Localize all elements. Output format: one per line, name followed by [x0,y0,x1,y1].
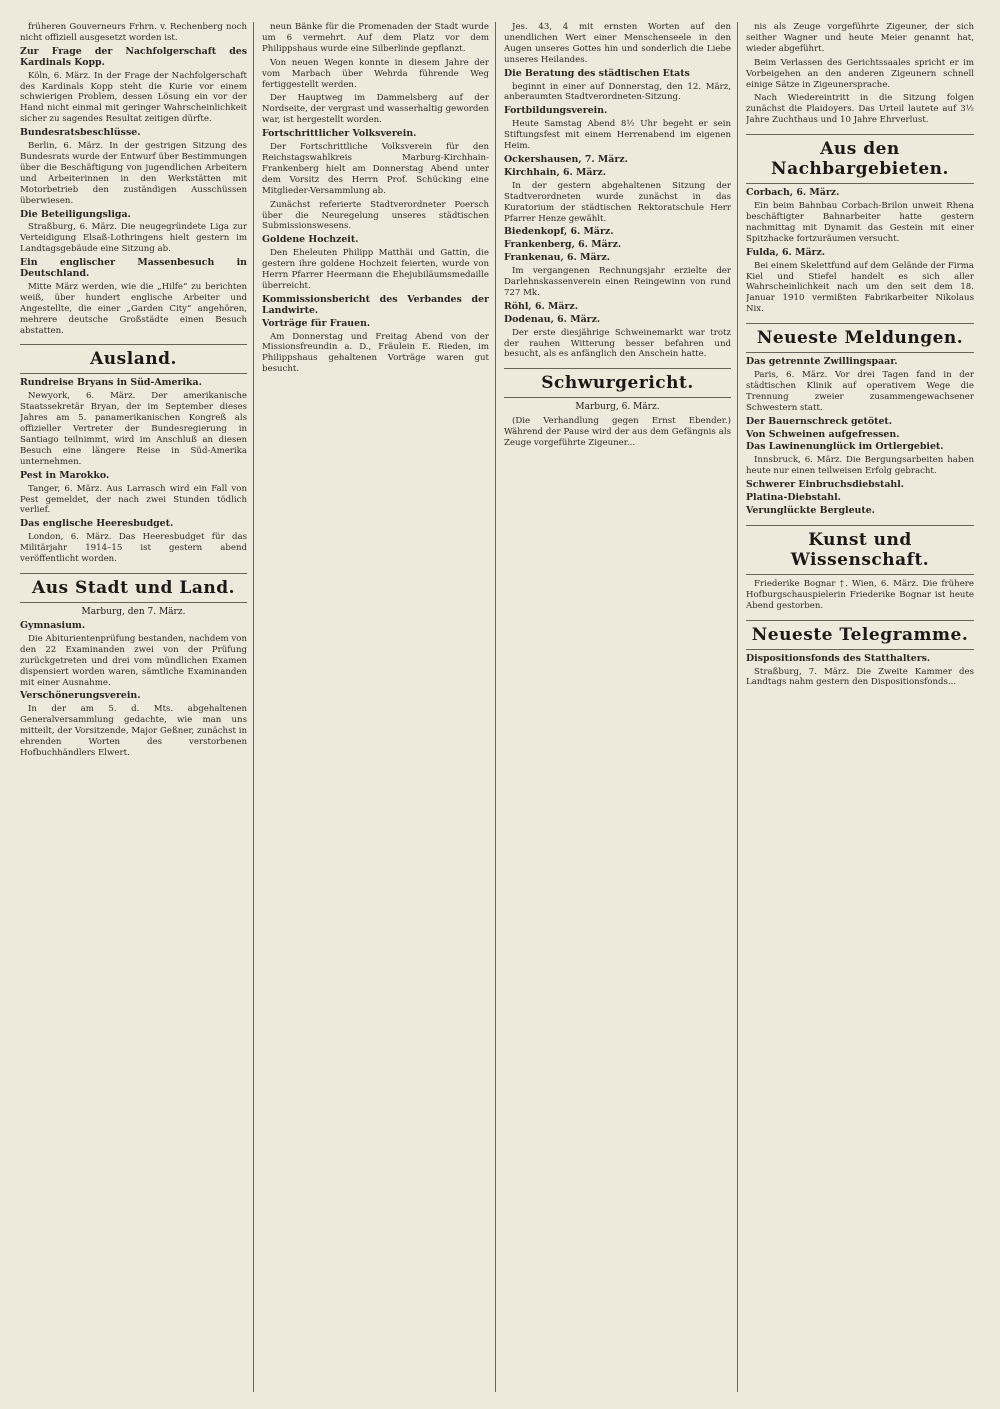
article-heading: Verunglückte Bergleute. [746,505,875,516]
column-1 [20,22,254,1392]
section-heading: Ausland. [20,344,247,374]
article-paragraph: London, 6. März. Das Heeresbudget für das Militärjahr 1914–15 ist gestern abend veröffentlicht worden. [20,532,247,565]
article-heading: Frankenau, 6. März. [504,252,611,264]
article-paragraph: Ein beim Bahnbau Corbach-Brilon unweit Rhena beschäftigter Bahnarbeiter hatte gestern nachmittag mit Dynamit das Gestein mit einer Spitzhacke fortzuräumen versucht. [746,201,974,244]
section-heading: Aus den Nachbargebieten. [746,134,974,184]
article-paragraph: Newyork, 6. März. Der amerikanische Staatssekretär Bryan, der im September dieses Jahres am 5. panamerikanischen Kongreß als offizieller Vertreter der Bundesregierung in Santiago teilnimmt, wird im Anschluß an diesen Besuch eine längere Reise in Süd-Amerika unternehmen. [20,391,247,467]
article-paragraph: früheren Gouverneurs Frhrn. v. Rechenberg noch nicht offiziell ausgesetzt worden ist. [20,22,247,43]
article-heading: Das Lawinenunglück im Ortlergebiet. [746,441,944,453]
dateline: Marburg, 6. März. [575,402,660,413]
article-heading: Die Beteiligungsliga. [20,208,131,220]
article-paragraph: Beim Verlassen des Gerichtssaales spricht er im Vorbeigehen an den anderen Zigeunern schnell einige Sätze in Zigeunersprache. [746,57,974,90]
article-heading: Rundreise Bryans in Süd-Amerika. [20,377,202,389]
column-3 [504,22,738,1392]
article-heading: Fortschrittlicher Volksverein. [262,128,417,140]
article-heading: Goldene Hochzeit. [262,234,359,246]
article-heading: Verschönerungsverein. [20,690,141,702]
article-paragraph: Bei einem Skelettfund auf dem Gelände der Firma Kiel und Stiefel handelt es sich aller Wahrscheinlichkeit nach um den seit dem 18. Januar 1910 vermißten Fabrikarbeiter Nikolaus Nix. [746,260,974,315]
section-heading: Neueste Meldungen. [746,323,974,353]
article-paragraph: Den Eheleuten Philipp Matthäi und Gattin, die gestern ihre goldene Hochzeit feierten, wurde von Herrn Pfarrer Heermann die Ehejubiläumsmedaille überreicht. [262,248,489,291]
article-paragraph: Paris, 6. März. Vor drei Tagen fand in der städtischen Klinik auf operativem Wege die Trennung zweier zusammengewachsener Schwestern statt. [746,370,974,413]
article-paragraph: Jes. 43, 4 mit ernsten Worten auf den unendlichen Wert einer Menschenseele in den Augen unseres Gottes hin und sonderlich die Liebe unseres Heilandes. [504,22,731,65]
article-heading: Platina-Diebstahl. [746,492,841,504]
article-heading: Das englische Heeresbudget. [20,518,174,530]
article-heading: Fulda, 6. März. [746,246,826,258]
article-heading: Dispositionsfonds des Statthalters. [746,652,931,664]
article-paragraph: Innsbruck, 6. März. Die Bergungsarbeiten haben heute nur einen teilweisen Erfolg gebracht. [746,455,974,477]
article-paragraph: Straßburg, 6. März. Die neugegründete Liga zur Verteidigung Elsaß-Lothringens hielt gestern im Landtagsgebäude eine Sitzung ab. [20,222,247,255]
article-paragraph: Der erste diesjährige Schweinemarkt war trotz der rauhen Witterung besser befahren und besucht, als es anfänglich den Anschein hatte. [504,327,731,360]
article-heading: Ein englischer Massenbesuch in Deutschland. [20,257,247,280]
article-paragraph: Köln, 6. März. In der Frage der Nachfolgerschaft des Kardinals Kopp steht die Kurie vor einem schwierigen Problem, dessen Lösung ein vor der Hand nicht einmal mit geringer Wahrscheinlichkeit sicher zu sagendes Resultat zeitigen dürfte. [20,70,247,125]
article-heading: Kommissionsbericht des Verbandes der Landwirte. [262,293,489,316]
article-heading: Gymnasium. [20,619,86,631]
article-paragraph: Zunächst referierte Stadtverordneter Poersch über die Neuregelung unseres städtischen Submissionswesens. [262,199,489,232]
article-paragraph: Mitte März werden, wie die „Hilfe“ zu berichten weiß, über hundert englische Arbeiter und Angestellte, die einer „Garden City“ angehören, mehrere deutsche Großstädte einen Besuch abstatten. [20,281,247,336]
article-paragraph: beginnt in einer auf Donnerstag, den 12. März, anberaumten Stadtverordneten-Sitzung. [504,81,731,103]
article-heading: Frankenberg, 6. März. [504,239,622,251]
article-paragraph: Der Hauptweg im Dammelsberg auf der Nordseite, der vergrast und wasserhaltig geworden war, ist hergestellt worden. [262,93,489,126]
article-paragraph: nis als Zeuge vorgeführte Zigeuner, der sich seither Wagner und heute Meier genannt hat, wieder abgeführt. [746,22,974,54]
article-paragraph: neun Bänke für die Promenaden der Stadt wurde um 6 vermehrt. Auf dem Platz vor dem Philippshaus wurde eine Silberlinde gepflanzt. [262,22,489,54]
article-paragraph: In der am 5. d. Mts. abgehaltenen Generalversammlung gedachte, wie man uns mitteilt, der Vorsitzende, Major Geßner, zunächst in ehrenden Worten des verstorbenen Hofbuchhändlers Elwert. [20,704,247,758]
article-heading: Bundesratsbeschlüsse. [20,127,141,139]
article-paragraph: Friederike Bognar †. Wien, 6. März. Die frühere Hofburgschauspielerin Friederike Bognar ist heute Abend gestorben. [746,578,974,611]
dateline: Marburg, den 7. März. [81,606,186,617]
article-paragraph: Der Fortschrittliche Volksverein für den Reichstagswahlkreis Marburg-Kirchhain-Frankenberg hielt am Donnerstag Abend unter dem Vorsitz des Herrn Prof. Schücking eine Mitglieder-Versammlung ab. [262,142,489,196]
article-paragraph: (Die Verhandlung gegen Ernst Ebender.) Während der Pause wird der aus dem Gefängnis als Zeuge vorgeführte Zigeuner... [504,416,731,449]
article-heading: Fortbildungsverein. [504,105,608,117]
article-paragraph: Tanger, 6. März. Aus Larrasch wird ein Fall von Pest gemeldet, der nach zwei Stunden tödlich verlief. [20,483,247,516]
article-heading: Die Beratung des städtischen Etats [504,67,690,79]
article-paragraph: Straßburg, 7. März. Die Zweite Kammer des Landtags nahm gestern den Dispositionsfonds... [746,666,974,688]
article-heading: Dodenau, 6. März. [504,313,601,325]
article-heading: Pest in Marokko. [20,469,110,481]
article-paragraph: Die Abiturientenprüfung bestanden, nachdem von den 22 Examinanden zwei von der Prüfung zurückgetreten und drei vom mündlichen Examen dispensiert worden waren, sämtliche Examinanden mit einer Ausnahme. [20,633,247,688]
article-paragraph: Im vergangenen Rechnungsjahr erzielte der Darlehnskassenverein einen Reingewinn von rund 727 Mk. [504,266,731,298]
article-paragraph: Von neuen Wegen konnte in diesem Jahre der vom Marbach über Wehrda führende Weg fertiggestellt werden. [262,57,489,90]
article-heading: Schwerer Einbruchsdiebstahl. [746,479,905,491]
article-heading: Biedenkopf, 6. März. [504,226,614,238]
article-heading: Das getrennte Zwillingspaar. [746,356,898,368]
article-heading: Kirchhain, 6. März. [504,166,606,178]
section-heading: Kunst und Wissenschaft. [746,525,974,575]
column-4 [746,22,980,1392]
article-heading: Von Schweinen aufgefressen. [746,428,900,440]
article-heading: Röhl, 6. März. [504,300,578,312]
article-heading: Vorträge für Frauen. [262,317,371,329]
article-paragraph: In der gestern abgehaltenen Sitzung der Stadtverordneten wurde zunächst in das Kuratorium der städtischen Rektoratschule Herr Pfarrer Henze gewählt. [504,180,731,224]
column-2 [262,22,496,1392]
section-heading: Neueste Telegramme. [746,620,974,650]
article-paragraph: Nach Wiedereintritt in die Sitzung folgen zunächst die Plaidoyers. Das Urteil lautete auf 3½ Jahre Zuchthaus und 10 Jahre Ehrverlust. [746,93,974,126]
section-heading: Schwurgericht. [504,368,731,398]
article-heading: Der Bauernschreck getötet. [746,415,892,427]
article-paragraph: Berlin, 6. März. In der gestrigen Sitzung des Bundesrats wurde der Entwurf über Bestimmungen über die Beschäftigung von jugendlichen Arbeitern und Arbeiterinnen in den Werkstätten mit Motorbetrieb den zuständigen Ausschüssen überwiesen. [20,141,247,206]
article-paragraph: Heute Samstag Abend 8½ Uhr begeht er sein Stiftungsfest mit einem Herrenabend im eigenen Heim. [504,119,731,152]
article-heading: Ockershausen, 7. März. [504,153,628,165]
section-heading: Aus Stadt und Land. [20,573,247,603]
article-heading: Corbach, 6. März. [746,187,840,199]
article-paragraph: Am Donnerstag und Freitag Abend von der Missionsfreundin a. D., Fräulein E. Rieden, im Philippshaus gehaltenen Vorträge waren gut besucht. [262,331,489,375]
article-heading: Zur Frage der Nachfolgerschaft des Kardinals Kopp. [20,45,247,68]
